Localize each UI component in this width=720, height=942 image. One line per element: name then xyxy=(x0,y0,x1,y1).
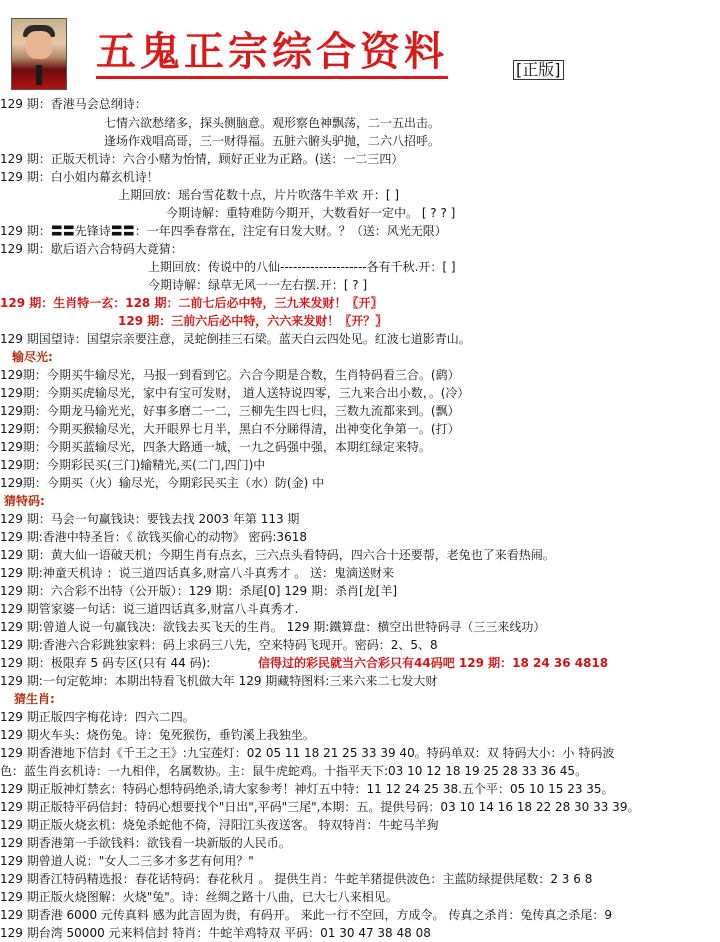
text-line: 129 期：三前六后必中特，六六来发财！〖开？〗 xyxy=(118,314,388,328)
text-line: 七情六欲愁绪多，探头侧脑意。观形察色神飘荡，二一五出击。 xyxy=(104,116,441,130)
text-line: 129 期曾道人说："女人二三多才多艺有何用？" xyxy=(0,854,254,868)
text-line: 今期诗解：重特难防今期开，大数看好一定中。 [ ? ? ] xyxy=(166,206,456,220)
text-line: 129 期:一句定乾坤：本期出特看飞机做大年 129 期藏特图料:三来六来二七发大财 xyxy=(0,674,438,688)
text-line: 129期：今期买牛输尽光，马报一到看到它。六合今期是合数，生肖特码看三合。(鹞） xyxy=(0,368,460,382)
text-line: 129 期台湾 50000 元来料信封 特肖：牛蛇羊鸡特双 平码：01 30 47 38 48 08 xyxy=(0,926,431,940)
text-line: 129 期：香港马会总纲诗： xyxy=(0,97,147,111)
highlight-line: 信得过的彩民就当六合彩只有44码吧 129 期：18 24 36 4818 xyxy=(258,656,609,670)
text-line: 129 期：歇后语六合特码大竟猜： xyxy=(0,242,183,256)
text-line: 129期：今期买蓝输尽光，四条大路通一城，一九之码强中强，本期红绿定来特。 xyxy=(0,440,431,454)
text-line: 129 期：马会一句赢钱诀：要钱去找 2003 年第 113 期 xyxy=(0,512,300,526)
text-line: 129期：今期买（火）输尽光，今期彩民买主（水）防(金) 中 xyxy=(0,476,325,490)
text-line: 129 期:香港六合彩跳独家料：码上求码三八先，空来特码飞现开。密码：2、5、8 xyxy=(0,638,438,652)
avatar-face xyxy=(26,31,52,59)
text-line: 129 期正版火烧图解：火烧"兔"。诗：丝绸之路十八曲，已大七八来相见。 xyxy=(0,890,398,904)
text-line: 129 期:曾道人说一句赢钱决：欲钱去买飞天的生肖。 129 期:鐵算盘：横空出世特码寻（三三来线功） xyxy=(0,620,546,634)
text-line: 129 期：〓〓先锋诗〓〓：一年四季春常在，注定有日发大财。？（送：风光无限） xyxy=(0,224,447,238)
section-heading: 猜特码: xyxy=(4,494,45,508)
text-line: 129 期国望诗：国望宗亲要注意，灵蛇倒挂三石梁。蓝天白云四处见。红波七道影青山。 xyxy=(0,332,471,346)
text-line: 129 期：六合彩不出特（公开版）：129 期：杀尾[0] 129 期：杀肖[龙[羊] xyxy=(0,584,398,598)
text-line: 129 期：正版天机诗：六合小赌为怡情，顾好正业为正路。(送：一二三四） xyxy=(0,152,404,166)
text-line: 129期：今期彩民买(三门)输精光,买(二门,四门)中 xyxy=(0,458,266,472)
text-line: 上期回放：传说中的八仙--------------------各有千秋.开：[ ] xyxy=(148,260,456,274)
text-line: 129 期正版特平码信封：特码心想要找个"日出",平码"三尾",本期：五。提供号码：03 10 14 16 18 22 28 30 33 39。 xyxy=(0,800,640,814)
text-line: 129 期火车头：烧伤兔。诗：兔死猴伤，垂钓溪上我独坐。 xyxy=(0,728,315,742)
text-line: 上期回放：瑶台雪花数十点，片片吹落牛羊欢 开：[ ] xyxy=(118,188,399,202)
text-line: 129 期香港 6000 元传真料 感为此言固为贵，有码开。 来此一行不空回，方成令。 传真之杀肖：兔传真之杀尾：9 xyxy=(0,908,612,922)
text-line: 129期：今期买猴输尽光，大开眼界七月半，黑白不分睇得清，出神变化争第一。(打） xyxy=(0,422,460,436)
text-line: 129 期管家婆一句话：说三道四话真多,财富八斗真秀才. xyxy=(0,602,299,616)
avatar-tie xyxy=(36,65,42,85)
text-line: 129 期正版四字梅花诗：四六二四。 xyxy=(0,710,195,724)
section-heading: 输尽光: xyxy=(12,350,53,364)
text-line: 129 期：白小姐内幕玄机诗！ xyxy=(0,170,159,184)
text-line: 129 期：黄大仙一语破天机；今期生肖有点玄，三六点头看特码，四六合十还要帮，老兔也了来看热闹。 xyxy=(0,548,555,562)
text-line: 129 期香江特码精选报：春花话特码：春花秋月 。 提供生肖：牛蛇羊猪提供波色：主蓝防绿提供尾数：2 3 6 8 xyxy=(0,872,593,886)
text-line: 逢场作戏唱高哥，三一财得福。五脏六腑头驴抛，二六八招呼。 xyxy=(104,134,441,148)
text-line: 129 期香港地下信封《千王之王》:九宝莲灯：02 05 11 18 21 25 33 39 40。特码单双：双 特码大小：小 特码波 xyxy=(0,746,615,760)
section-heading: 猜生肖: xyxy=(14,692,55,706)
header xyxy=(0,0,720,94)
text-line: 129期：今期买虎输尽光，家中有宝可发财， 道人送特说四零，三九来合出小数，。(冷） xyxy=(0,386,470,400)
page-title: 五鬼正宗综合资料 xyxy=(96,28,448,79)
text-line: 129 期正版神灯禁玄：特码心想特码绝杀,请大家参考！神灯五中特：11 12 24 25 38.五个平：05 10 15 23 35。 xyxy=(0,782,614,796)
text-line: 色：蓝生肖玄机诗：一九相伴，名属数协。主：鼠牛虎蛇鸡。十指平天下:03 10 12 18 19 25 28 33 36 45。 xyxy=(0,764,588,778)
text-line: 今期诗解：绿草无风一一左右摆.开：[ ? ] xyxy=(148,278,368,292)
avatar xyxy=(11,18,67,90)
text-line: 129 期:香港中特圣旨：《 欲钱买偷心的动物》 密码:3618 xyxy=(0,530,307,544)
text-line: 129 期：生肖特一玄：128 期：二前七后必中特，三九来发财！〖开〗 xyxy=(0,296,383,310)
text-line: 129期：今期龙马输光光，好事多磨二一二，三柳先生四七归，三数九流都来到。(飘） xyxy=(0,404,460,418)
text-line: 129 期:神童天机诗 ：说三道四话真多,财富八斗真秀才 。 送：鬼滴送财来 xyxy=(0,566,395,580)
text-line: 129 期正版火烧玄机：烧兔杀蛇他不倚，浔阳江头夜送客。 特双特肖：牛蛇马羊狗 xyxy=(0,818,439,832)
text-line: 129 期香港第一手欲钱料：欲钱看一块新版的人民币。 xyxy=(0,836,291,850)
text-line: 129 期：极限弃 5 码专区(只有 44 码): xyxy=(0,656,211,670)
edition-badge: [正版] xyxy=(513,60,564,80)
